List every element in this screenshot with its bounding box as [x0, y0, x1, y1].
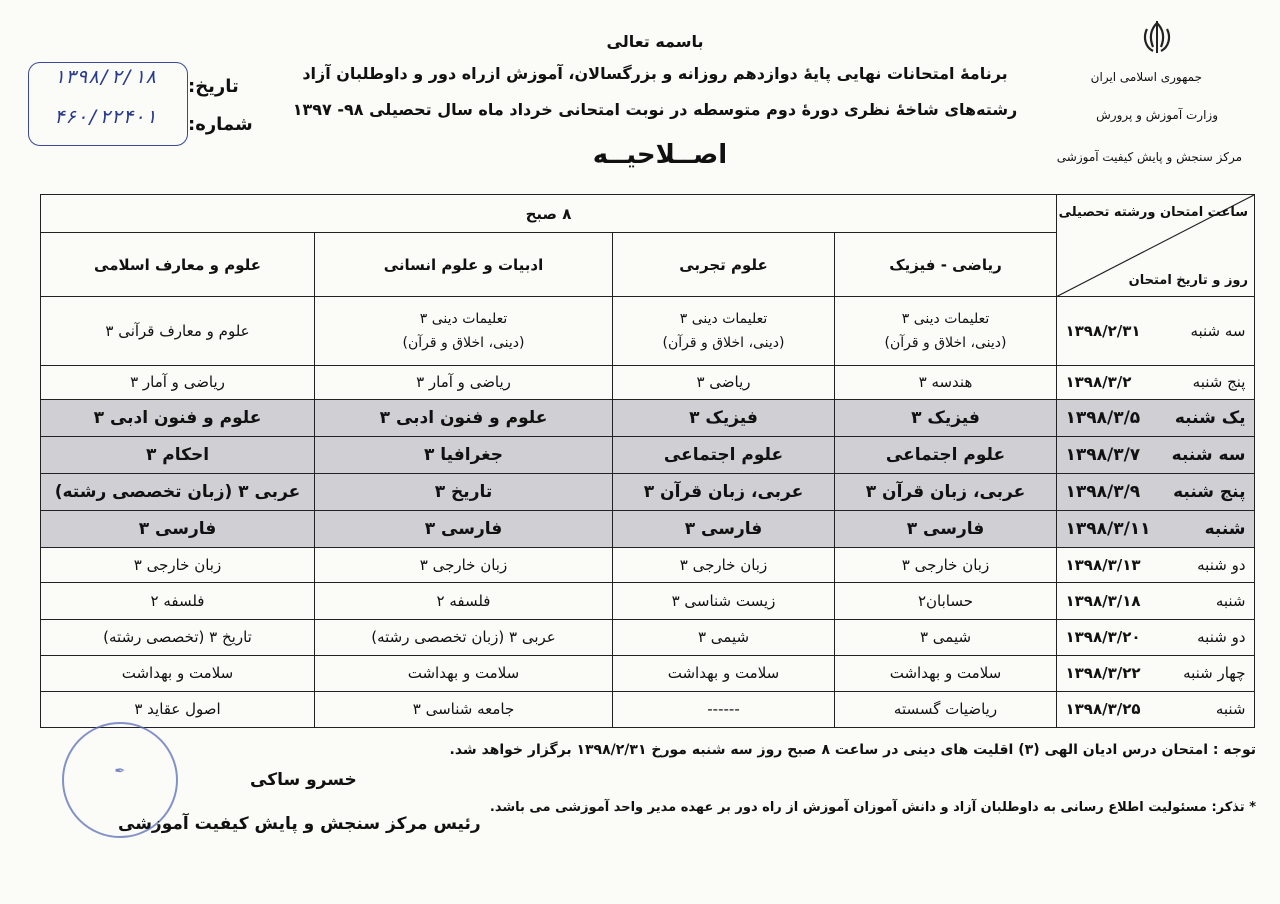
cell: عربی ۳ (زبان تخصصی رشته) [41, 474, 315, 511]
field-header: علوم و معارف اسلامی [41, 233, 315, 297]
center-label: مرکز سنجش و پایش کیفیت آموزشی [1056, 150, 1242, 164]
corner-bottom-label: روز و تاریخ امتحان [1128, 273, 1248, 289]
date: ۱۳۹۸/۳/۹ [1065, 482, 1141, 503]
cell: شیمی ۳ [613, 619, 835, 655]
cell: عربی، زبان قرآن ۳ [835, 474, 1057, 511]
cell [835, 297, 1057, 365]
cell: هندسه ۳ [835, 365, 1057, 399]
day: شنبه [1204, 519, 1246, 540]
number-label: شماره: [188, 114, 253, 135]
cell: فارسی ۳ [613, 511, 835, 548]
table-row [41, 297, 1255, 365]
cell: فارسی ۳ [315, 511, 613, 548]
subject-detail: (دینی، اخلاق و قرآن) [662, 335, 785, 351]
cell: جغرافیا ۳ [315, 436, 613, 473]
cell: فیزیک ۳ [613, 399, 835, 436]
table-corner-header [1057, 195, 1255, 297]
date: ۱۳۹۸/۳/۲۵ [1065, 700, 1141, 719]
cell: سلامت و بهداشت [613, 655, 835, 691]
ministry-label: وزارت آموزش و پرورش [1096, 108, 1218, 122]
date: ۱۳۹۸/۳/۲۰ [1065, 628, 1141, 647]
day: پنج شنبه [1192, 373, 1246, 392]
day: یک شنبه [1174, 407, 1246, 428]
date: ۱۳۹۸/۳/۱۱ [1065, 519, 1151, 540]
day-date-cell [1057, 691, 1255, 727]
cell: حسابان۲ [835, 583, 1057, 619]
subject: تعلیمات دینی ۳ [679, 311, 768, 327]
basmala: باسمه تعالی [606, 32, 704, 51]
date-label: تاریخ: [188, 76, 239, 97]
day-date-cell [1057, 655, 1255, 691]
day-date-cell [1057, 511, 1255, 548]
cell: سلامت و بهداشت [315, 655, 613, 691]
day: پنج شنبه [1173, 482, 1246, 503]
day-date-cell [1057, 365, 1255, 399]
day: شنبه [1215, 700, 1246, 719]
cell: فلسفه ۲ [315, 583, 613, 619]
cell: تاریخ ۳ [315, 474, 613, 511]
signatory-name: خسرو ساکی [250, 770, 357, 790]
number-value: ۴۶۰/۲۲۴۰۱ [53, 106, 157, 128]
cell: فارسی ۳ [41, 511, 315, 548]
iran-emblem-icon [1140, 18, 1174, 58]
day: دو شنبه [1197, 628, 1246, 647]
cell: جامعه شناسی ۳ [315, 691, 613, 727]
note-responsibility: * تذکر: مسئولیت اطلاع رسانی به داوطلبان آزاد و دانش آموزان آموزش از راه دور بر عهده مدیر واحد آموزشی می باشد. [489, 800, 1256, 815]
subject-detail: (دینی، اخلاق و قرآن) [402, 335, 525, 351]
table-row [41, 655, 1255, 691]
title-line-1: برنامهٔ امتحانات نهایی پایهٔ دوازدهم روزانه و بزرگسالان، آموزش ازراه دور و داوطلبان آزاد [302, 64, 1008, 83]
cell: ریاضی و آمار ۳ [41, 365, 315, 399]
date: ۱۳۹۸/۳/۱۸ [1065, 591, 1141, 610]
cell: اصول عقاید ۳ [41, 691, 315, 727]
table-row [41, 583, 1255, 619]
cell: تاریخ ۳ (تخصصی رشته) [41, 619, 315, 655]
cell: علوم و معارف قرآنی ۳ [41, 297, 315, 365]
cell: فارسی ۳ [835, 511, 1057, 548]
republic-label: جمهوری اسلامی ایران [1090, 70, 1202, 84]
date: ۱۳۹۸/۳/۷ [1065, 444, 1141, 465]
subject: تعلیمات دینی ۳ [901, 311, 990, 327]
table-row [41, 691, 1255, 727]
field-header: ریاضی - فیزیک [835, 233, 1057, 297]
day-date-cell [1057, 548, 1255, 583]
cell: علوم اجتماعی [835, 436, 1057, 473]
table-row [41, 474, 1255, 511]
cell: ریاضیات گسسته [835, 691, 1057, 727]
field-header: علوم تجربی [613, 233, 835, 297]
date: ۱۳۹۸/۳/۱۳ [1065, 556, 1141, 575]
table-row [41, 511, 1255, 548]
cell: فلسفه ۲ [41, 583, 315, 619]
day-date-cell [1057, 583, 1255, 619]
subject-detail: (دینی، اخلاق و قرآن) [884, 335, 1007, 351]
cell: فیزیک ۳ [835, 399, 1057, 436]
title-line-2: رشته‌های شاخهٔ نظری دورهٔ دوم متوسطه در نوبت امتحانی خرداد ماه سال تحصیلی ۹۸- ۱۳۹۷ [292, 100, 1018, 119]
exam-schedule-table [40, 194, 1255, 728]
table-row [41, 399, 1255, 436]
cell: زبان خارجی ۳ [613, 548, 835, 583]
subject: تعلیمات دینی ۳ [419, 311, 508, 327]
cell: زبان خارجی ۳ [315, 548, 613, 583]
date: ۱۳۹۸/۳/۵ [1065, 407, 1141, 428]
cell [315, 297, 613, 365]
date: ۱۳۹۸/۳/۲۲ [1065, 664, 1141, 683]
note-religions: توجه : امتحان درس ادیان الهی (۳) اقلیت های دینی در ساعت ۸ صبح روز سه شنبه مورخ ۱۳۹۸/۲/۳۱ برگزار خواهد شد. [449, 742, 1256, 758]
cell [613, 297, 835, 365]
day-date-cell [1057, 436, 1255, 473]
cell: ریاضی و آمار ۳ [315, 365, 613, 399]
day-date-cell [1057, 297, 1255, 365]
cell: علوم اجتماعی [613, 436, 835, 473]
cell: سلامت و بهداشت [835, 655, 1057, 691]
date: ۱۳۹۸/۲/۳۱ [1065, 322, 1141, 340]
day: چهار شنبه [1183, 664, 1246, 683]
cell: علوم و فنون ادبی ۳ [41, 399, 315, 436]
cell: ------ [613, 691, 835, 727]
date-value: ۱۳۹۸/۲/۱۸ [53, 66, 157, 88]
table-row [41, 436, 1255, 473]
field-header: ادبیات و علوم انسانی [315, 233, 613, 297]
day: سه شنبه [1190, 322, 1246, 340]
date: ۱۳۹۸/۳/۲ [1065, 373, 1132, 392]
cell: احکام ۳ [41, 436, 315, 473]
stamp-mark-icon: ✒ [114, 764, 126, 779]
cell: زبان خارجی ۳ [835, 548, 1057, 583]
corner-top-label: ساعت امتحان ورشته تحصیلی [1058, 205, 1248, 220]
table-row [41, 365, 1255, 399]
cell: سلامت و بهداشت [41, 655, 315, 691]
table-row [41, 619, 1255, 655]
day: شنبه [1215, 591, 1246, 610]
day-date-cell [1057, 619, 1255, 655]
table-row [41, 548, 1255, 583]
cell: علوم و فنون ادبی ۳ [315, 399, 613, 436]
correction-heading: اصــلاحیــه [592, 140, 728, 170]
day: سه شنبه [1171, 444, 1246, 465]
day-date-cell [1057, 474, 1255, 511]
signatory-title: رئیس مرکز سنجش و پایش کیفیت آموزشی [118, 814, 481, 834]
cell: زیست شناسی ۳ [613, 583, 835, 619]
time-header: ۸ صبح [41, 195, 1057, 233]
cell: شیمی ۳ [835, 619, 1057, 655]
cell: عربی، زبان قرآن ۳ [613, 474, 835, 511]
cell: عربی ۳ (زبان تخصصی رشته) [315, 619, 613, 655]
day-date-cell [1057, 399, 1255, 436]
cell: زبان خارجی ۳ [41, 548, 315, 583]
day: دو شنبه [1197, 556, 1246, 575]
cell: ریاضی ۳ [613, 365, 835, 399]
